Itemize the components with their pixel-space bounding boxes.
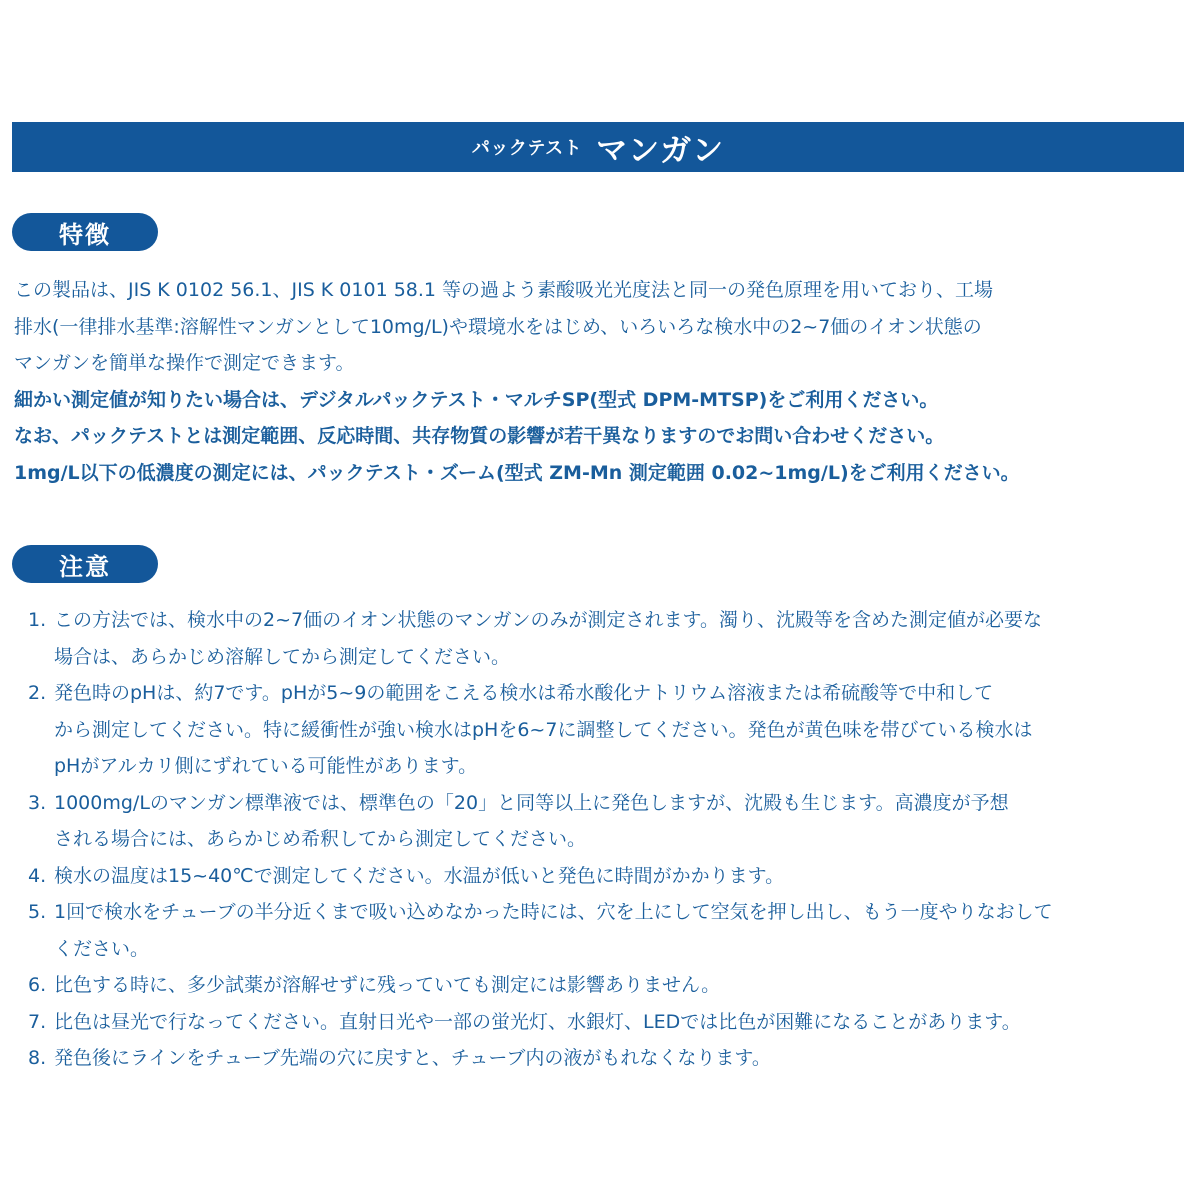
notes-item-text (54, 1040, 1190, 1077)
page-title: マンガン (596, 132, 725, 169)
notes-item-number: 2. (28, 682, 47, 704)
notes-item (28, 785, 1190, 858)
features-bold-line: なお、パックテストとは測定範囲、反応時間、共存物質の影響が若干異なりますのでお問い合わせください。 (14, 425, 945, 447)
notes-item (28, 675, 1190, 785)
notes-item-text (54, 602, 1190, 675)
notes-item-number: 3. (28, 791, 47, 814)
notes-item-line: から測定してください。特に緩衝性が強い検水はpHを6~7に調整してください。発色が黄色味を帯びている検水は (54, 718, 1033, 741)
notes-item-line: 1回で検水をチューブの半分近くまで吸い込めなかった時には、穴を上にして空気を押し出し、もう一度やりなおして (54, 901, 1053, 923)
notes-item-line: pHがアルカリ側にずれている可能性があります。 (54, 755, 478, 777)
features-line: マンガンを簡単な操作で測定できます。 (14, 352, 355, 374)
features-bold-line: 細かい測定値が知りたい場合は、デジタルパックテスト・マルチSP(型式 DPM-MTSP)をご利用ください。 (14, 388, 939, 411)
notes-item (28, 894, 1190, 967)
notes-item-number: 5. (28, 901, 47, 923)
notes-item-number: 7. (28, 1010, 47, 1033)
notes-item-text (54, 894, 1190, 967)
notes-item-text (54, 1004, 1190, 1041)
notes-item (28, 967, 1190, 1004)
features-bold-line: 1mg/L以下の低濃度の測定には、パックテスト・ズーム(型式 ZM-Mn 測定範囲 0.02~1mg/L)をご利用ください。 (14, 461, 1020, 484)
notes-item-line: ください。 (54, 937, 150, 960)
notes-item (28, 602, 1190, 675)
features-section (14, 272, 1190, 491)
notes-item-number: 1. (28, 609, 47, 631)
notes-item (28, 858, 1190, 895)
notes-item-line: この方法では、検水中の2~7価のイオン状態のマンガンのみが測定されます。濁り、沈殿等を含めた測定値が必要な (54, 609, 1043, 631)
notes-item-number: 8. (28, 1047, 47, 1069)
notes-item-line: 比色は昼光で行なってください。直射日光や一部の蛍光灯、水銀灯、LEDでは比色が困難になることがあります。 (54, 1010, 1021, 1033)
notes-item-line: 1000mg/Lのマンガン標準液では、標準色の「20」と同等以上に発色しますが、沈殿も生じます。高濃度が予想 (54, 791, 1009, 814)
features-line: 排水(一律排水基準:溶解性マンガンとして10mg/L)や環境水をはじめ、いろいろな検水中の2~7価のイオン状態の (14, 315, 982, 338)
notes-item-text (54, 967, 1190, 1004)
features-heading: 特徴 (12, 213, 158, 251)
notes-item-number: 4. (28, 864, 47, 887)
notes-item-text (54, 858, 1190, 895)
notes-item-line: 場合は、あらかじめ溶解してから測定してください。 (54, 645, 511, 668)
notes-item-line: 検水の温度は15~40℃で測定してください。水温が低いと発色に時間がかかります。 (54, 864, 785, 887)
notes-heading: 注意 (12, 545, 158, 583)
notes-item-line: 発色時のpHは、約7です。pHが5~9の範囲をこえる検水は希水酸化ナトリウム溶液または希硫酸等で中和して (54, 682, 994, 704)
page-title-bar (12, 122, 1184, 172)
notes-item-line: 比色する時に、多少試薬が溶解せずに残っていても測定には影響ありません。 (54, 974, 721, 996)
notes-item-line: される場合には、あらかじめ希釈してから測定してください。 (54, 828, 587, 850)
notes-item (28, 1040, 1190, 1077)
page-subtitle: パックテスト (471, 138, 583, 159)
notes-item-text (54, 785, 1190, 858)
features-line: この製品は、JIS K 0102 56.1、JIS K 0101 58.1 等の過よう素酸吸光光度法と同一の発色原理を用いており、工場 (14, 279, 994, 301)
notes-item-line: 発色後にラインをチューブ先端の穴に戻すと、チューブ内の液がもれなくなります。 (54, 1047, 771, 1069)
notes-item-text (54, 675, 1190, 785)
notes-list (28, 602, 1190, 1077)
notes-item-number: 6. (28, 974, 47, 996)
notes-item (28, 1004, 1190, 1041)
